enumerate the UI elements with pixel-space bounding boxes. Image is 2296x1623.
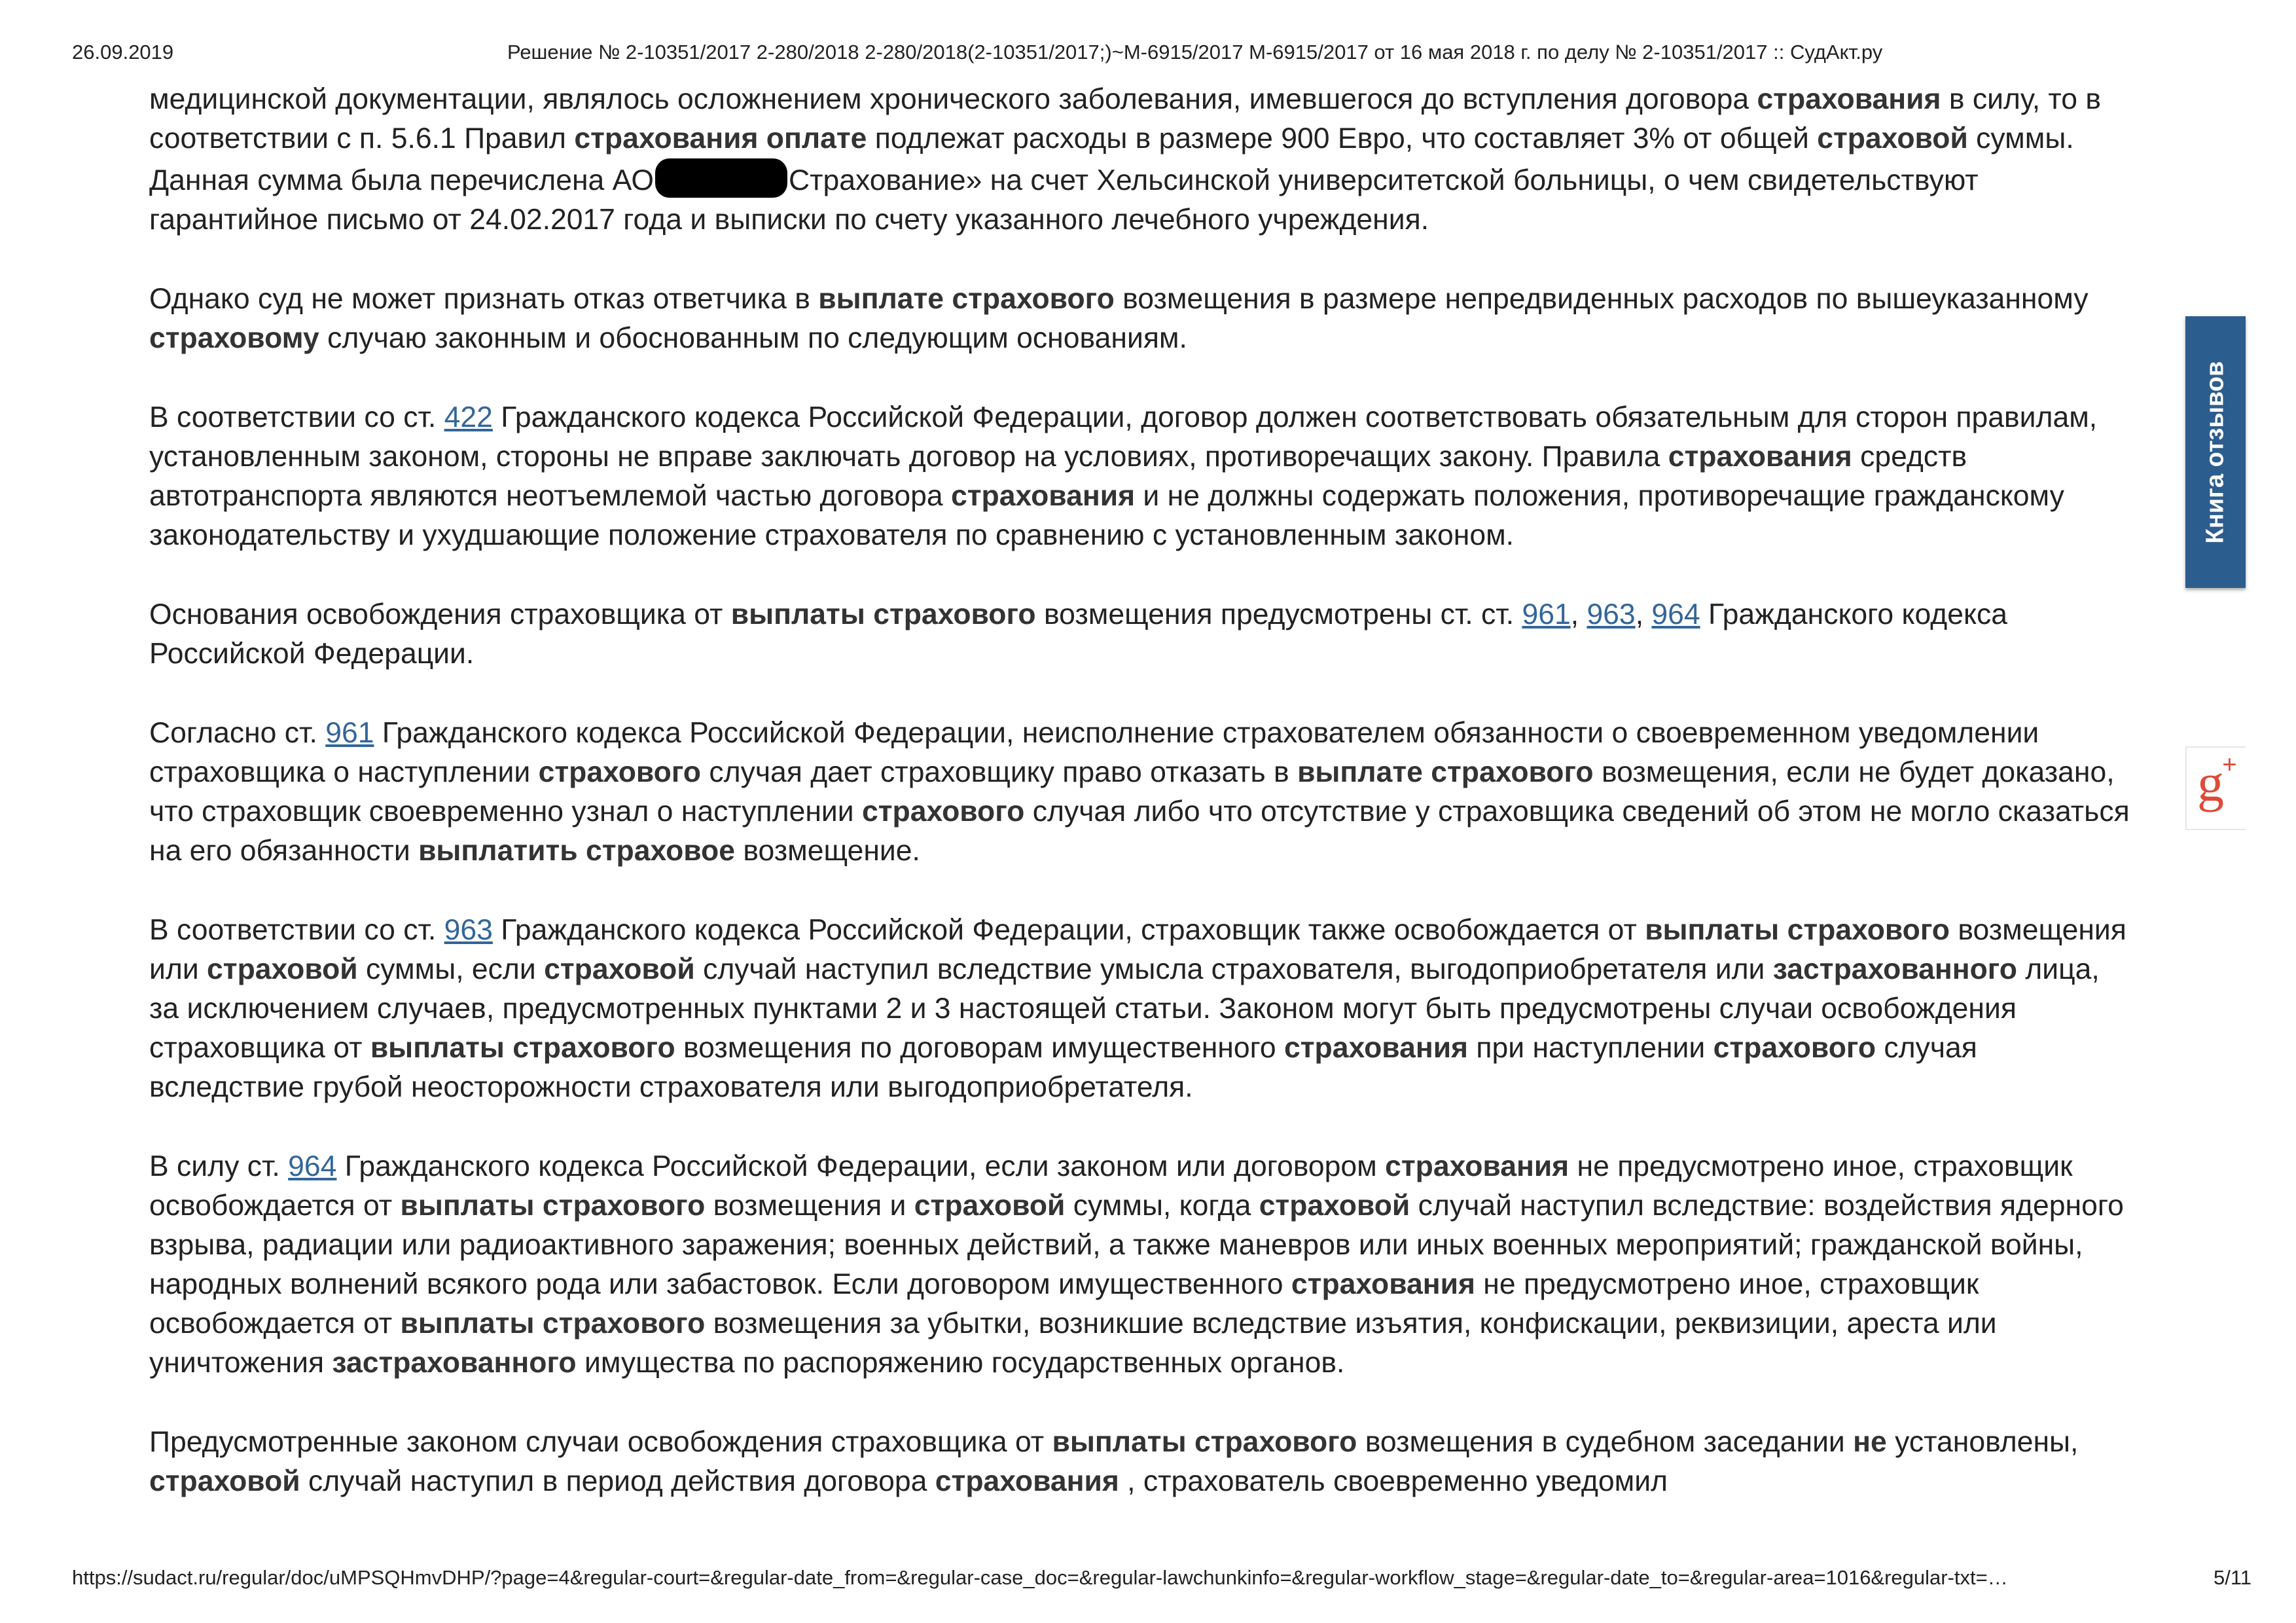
page-title: Решение № 2-10351/2017 2-280/2018 2-280/2018(2-10351/2017;)~М-6915/2017 М-6915/2017 от 16 мая 2018 г. по делу № 2-10351/2017 :: СудАкт.ру bbox=[507, 41, 1883, 64]
text-run: Страхование» на счет Хельсинской университетской больницы, о чем свидетельствуют гарантийное письмо от 24.02.2017 года и выписки по счету указанного лечебного учреждения. bbox=[149, 164, 1979, 236]
text-run: лица, за исключением случаев, предусмотренных пунктами 2 и 3 настоящей статьи. Законом могут быть предусмотрены случаи освобождения страховщика от bbox=[149, 953, 2100, 1064]
text-run: возмещения, если не будет доказано, что страховщик своевременно узнал о наступлении bbox=[149, 756, 2115, 828]
paragraph bbox=[149, 595, 2132, 674]
highlighted-term: выплаты страхового bbox=[400, 1190, 706, 1222]
text-run: Гражданского кодекса Российской Федерации, если законом или договором bbox=[336, 1150, 1386, 1182]
text-run: случая либо что отсутствие у страховщика сведений об этом не могло сказаться на его обязанности bbox=[149, 795, 2130, 867]
highlighted-term: страхования оплате bbox=[574, 122, 867, 155]
highlighted-term: страхования bbox=[1291, 1268, 1475, 1300]
highlighted-term: страхового bbox=[861, 795, 1025, 828]
text-run: в силу, то в соответствии с п. 5.6.1 Правил bbox=[149, 83, 2102, 155]
text-run: возмещения в размере непредвиденных расходов по вышеуказанному bbox=[1114, 283, 2089, 315]
paragraph bbox=[149, 714, 2132, 871]
text-run: возмещения предусмотрены ст. ст. bbox=[1035, 598, 1522, 630]
highlighted-term: страховой bbox=[544, 953, 695, 985]
google-plus-icon-plus: + bbox=[2222, 750, 2237, 779]
text-run: возмещения по договорам имущественного bbox=[675, 1032, 1284, 1064]
page-number: 5/11 bbox=[2214, 1566, 2252, 1589]
print-url: https://sudact.ru/regular/doc/uMPSQHmvDHP/?page=4&regular-court=&regular-date_from=&regular-case_doc=&regular-lawchunkinfo=&regular-workflow_stage=&regular-date_to=&regular-area=1016&regular-txt=… bbox=[72, 1566, 2008, 1589]
highlighted-term: выплате страхового bbox=[1297, 756, 1594, 788]
text-run: , bbox=[1570, 598, 1587, 630]
paragraph bbox=[149, 280, 2132, 358]
highlighted-term: страхования bbox=[1668, 441, 1852, 473]
highlighted-term: страховому bbox=[149, 322, 319, 354]
highlighted-term: выплаты страхового bbox=[1645, 914, 1950, 946]
text-run: возмещение. bbox=[734, 835, 920, 867]
law-article-link[interactable]: 964 bbox=[288, 1150, 337, 1182]
print-date: 26.09.2019 bbox=[72, 41, 174, 64]
law-article-link[interactable]: 422 bbox=[444, 401, 493, 433]
text-run: суммы, если bbox=[357, 953, 545, 985]
text-run: Гражданского кодекса Российской Федерации, договор должен соответствовать обязательным для сторон правилам, установленным законом, стороны не вправе заключать договор на условиях, противоречащих закону. Правила bbox=[149, 401, 2098, 473]
highlighted-term: страхования bbox=[1284, 1032, 1469, 1064]
law-article-link[interactable]: 961 bbox=[325, 717, 374, 749]
highlighted-term: страхования bbox=[1757, 83, 1941, 115]
text-run: Основания освобождения страховщика от bbox=[149, 598, 731, 630]
text-run: случаю законным и обоснованным по следующим основаниям. bbox=[319, 322, 1187, 354]
paragraph bbox=[149, 80, 2132, 240]
text-run: Согласно ст. bbox=[149, 717, 326, 749]
highlighted-term: страховой bbox=[207, 953, 358, 985]
text-run: Гражданского кодекса Российской Федерации, неисполнение страхователем обязанности о своевременном уведомлении страховщика о наступлении bbox=[149, 717, 2039, 788]
highlighted-term: выплаты страхового bbox=[1052, 1426, 1357, 1458]
text-run: суммы. Данная сумма была перечислена АО bbox=[149, 122, 2074, 196]
law-article-link[interactable]: 961 bbox=[1522, 598, 1571, 630]
highlighted-term: страховой bbox=[1259, 1190, 1410, 1222]
paragraph bbox=[149, 1147, 2132, 1383]
text-run: не предусмотрено иное, страховщик освобождается от bbox=[149, 1268, 1979, 1340]
law-article-link[interactable]: 964 bbox=[1651, 598, 1700, 630]
text-run: случая дает страховщику право отказать в bbox=[700, 756, 1298, 788]
text-run: имущества по распоряжению государственных органов. bbox=[576, 1347, 1345, 1379]
highlighted-term: не bbox=[1853, 1426, 1887, 1458]
paragraph bbox=[149, 398, 2132, 555]
text-run: при наступлении bbox=[1468, 1032, 1713, 1064]
text-run: случай наступил вследствие умысла страхователя, выгодоприобретателя или bbox=[694, 953, 1773, 985]
highlighted-term: страхования bbox=[951, 480, 1136, 512]
document-body bbox=[149, 80, 2132, 1541]
highlighted-term: страховой bbox=[1817, 122, 1968, 155]
text-run: , страхователь своевременно уведомил bbox=[1119, 1465, 1668, 1497]
text-run: возмещения за убытки, возникшие вследствие изъятия, конфискации, реквизиции, ареста или уничтожения bbox=[149, 1307, 1997, 1379]
text-run: , bbox=[1635, 598, 1652, 630]
text-run: подлежат расходы в размере 900 Евро, что составляет 3% от общей bbox=[867, 122, 1818, 155]
law-article-link[interactable]: 963 bbox=[444, 914, 493, 946]
text-run: средств автотранспорта являются неотъемлемой частью договора bbox=[149, 441, 1967, 512]
highlighted-term: выплаты страхового bbox=[370, 1032, 675, 1064]
text-run: суммы, когда bbox=[1065, 1190, 1259, 1222]
highlighted-term: выплатить страховое bbox=[418, 835, 735, 867]
text-run: установлены, bbox=[1886, 1426, 2079, 1458]
highlighted-term: выплаты страхового bbox=[730, 598, 1036, 630]
highlighted-term: страхового bbox=[1713, 1032, 1876, 1064]
text-run: Гражданского кодекса Российской Федерации, страховщик также освобождается от bbox=[492, 914, 1645, 946]
highlighted-term: страховой bbox=[914, 1190, 1066, 1222]
highlighted-term: страхования bbox=[1385, 1150, 1570, 1182]
text-run: не предусмотрено иное, страховщик освобождается от bbox=[149, 1150, 2073, 1222]
text-run: В соответствии со ст. bbox=[149, 914, 444, 946]
paragraph bbox=[149, 1423, 2132, 1501]
text-run: В силу ст. bbox=[149, 1150, 289, 1182]
highlighted-term: выплате страхового bbox=[818, 283, 1115, 315]
text-run: случай наступил в период действия договора bbox=[300, 1465, 935, 1497]
text-run: Предусмотренные законом случаи освобождения страховщика от bbox=[149, 1426, 1052, 1458]
text-run: медицинской документации, являлось осложнением хронического заболевания, имевшегося до вступления договора bbox=[149, 83, 1757, 115]
highlighted-term: страхования bbox=[935, 1465, 1119, 1497]
reviews-book-tab[interactable] bbox=[2185, 316, 2246, 588]
highlighted-term: страхового bbox=[538, 756, 701, 788]
text-run: Однако суд не может признать отказ ответчика в bbox=[149, 283, 819, 315]
highlighted-term: выплаты страхового bbox=[400, 1307, 706, 1340]
text-run: случай наступил вследствие: воздействия ядерного взрыва, радиации или радиоактивного заражения; военных действий, а также маневров или иных военных мероприятий; гражданской войны, народных волнений всякого рода или забастовок. Если договором имущественного bbox=[149, 1190, 2124, 1300]
redaction-block bbox=[655, 158, 787, 198]
text-run: случая вследствие грубой неосторожности страхователя или выгодоприобретателя. bbox=[149, 1032, 1977, 1103]
text-run: возмещения и bbox=[705, 1190, 914, 1222]
google-plus-share-button[interactable] bbox=[2185, 746, 2246, 830]
paragraph bbox=[149, 911, 2132, 1107]
reviews-book-label: Книга отзывов bbox=[2201, 361, 2229, 543]
text-run: возмещения в судебном заседании bbox=[1357, 1426, 1854, 1458]
law-article-link[interactable]: 963 bbox=[1587, 598, 1636, 630]
text-run: и не должны содержать положения, противоречащие гражданскому законодательству и ухудшающие положение страхователя по сравнению с установленным законом. bbox=[149, 480, 2064, 551]
text-run: возмещения или bbox=[149, 914, 2126, 985]
text-run: Гражданского кодекса Российской Федерации. bbox=[149, 598, 2007, 670]
highlighted-term: застрахованного bbox=[332, 1347, 577, 1379]
google-plus-icon: g bbox=[2197, 753, 2224, 812]
highlighted-term: застрахованного bbox=[1772, 953, 2017, 985]
text-run: В соответствии со ст. bbox=[149, 401, 444, 433]
highlighted-term: страховой bbox=[149, 1465, 300, 1497]
